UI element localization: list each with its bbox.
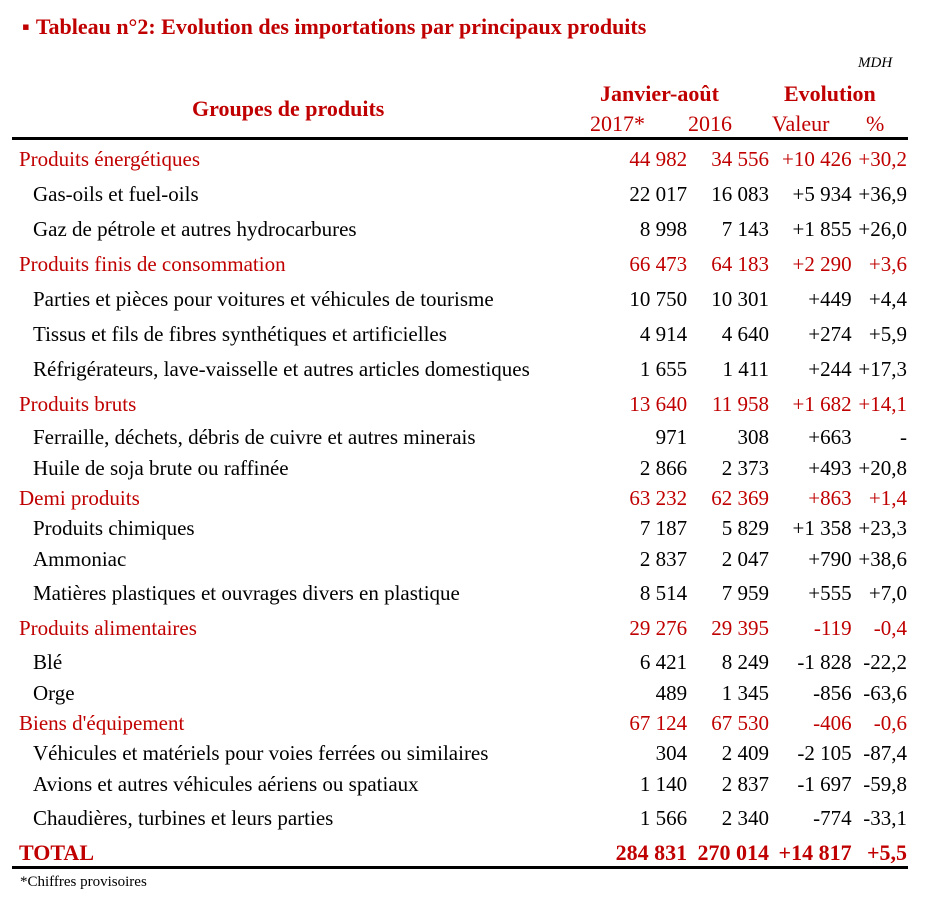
footer-divider	[12, 866, 908, 869]
cell-pct: +17,3	[858, 357, 907, 381]
cell-pct: -87,4	[863, 740, 907, 765]
evolution-header: Evolution	[784, 81, 876, 106]
product-row	[12, 352, 909, 387]
total-2016: 270 014	[697, 840, 769, 865]
cell-pct: -22,2	[863, 649, 907, 674]
cell-pct: -63,6	[863, 680, 907, 705]
cell-2016: 67 530	[711, 710, 769, 735]
cell-2017: 6 421	[639, 649, 688, 674]
cell-label: Gaz de pétrole et autres hydrocarbures	[33, 217, 357, 241]
cell-label: Blé	[33, 649, 63, 674]
product-row	[12, 177, 909, 212]
cell-pct: +7,0	[868, 581, 907, 605]
cell-label: Orge	[33, 680, 75, 705]
cell-pct: -0,4	[873, 616, 907, 640]
cell-2016: 10 301	[711, 287, 769, 311]
cell-label: Véhicules et matériels pour voies ferrées ou similaires	[33, 740, 489, 765]
cell-pct: -	[900, 425, 907, 449]
cell-2017: 1 655	[639, 357, 688, 381]
cell-2017: 66 473	[629, 252, 688, 276]
product-row	[12, 513, 909, 543]
cell-valeur: -119	[813, 616, 852, 640]
cell-valeur: +493	[808, 455, 852, 480]
cell-pct: +26,0	[858, 217, 907, 241]
cell-label: Parties et pièces pour voitures et véhicules de tourisme	[33, 287, 494, 311]
product-row	[12, 768, 909, 801]
total-label: TOTAL	[19, 840, 94, 865]
cell-valeur: -774	[813, 806, 852, 830]
cell-2016: 34 556	[711, 147, 769, 171]
cell-pct: +30,2	[858, 147, 907, 171]
cell-label: Produits chimiques	[33, 515, 195, 540]
cell-pct: +4,4	[868, 287, 907, 311]
product-row	[12, 646, 909, 678]
cell-valeur: +449	[808, 287, 852, 311]
cell-valeur: +555	[808, 581, 852, 605]
group-row	[12, 611, 909, 646]
cell-valeur: +1 855	[792, 217, 852, 241]
cell-2017: 10 750	[629, 287, 688, 311]
cell-pct: +3,6	[868, 252, 907, 276]
unit-label: MDH	[858, 55, 893, 71]
cell-valeur: +2 290	[792, 252, 852, 276]
cell-valeur: -406	[813, 710, 852, 735]
cell-2017: 2 866	[639, 455, 688, 480]
cell-pct: -59,8	[863, 772, 907, 796]
cell-2016: 64 183	[711, 252, 769, 276]
cell-label: Produits finis de consommation	[19, 252, 286, 276]
cell-pct: +20,8	[858, 455, 907, 480]
cell-pct: -0,6	[873, 710, 907, 735]
total-pct: +5,5	[866, 840, 907, 865]
cell-2016: 8 249	[721, 649, 769, 674]
cell-pct: +38,6	[858, 547, 907, 571]
cell-valeur: +274	[808, 322, 852, 346]
product-row	[12, 576, 909, 611]
cell-2016: 5 829	[721, 515, 769, 540]
cell-valeur: +790	[808, 547, 852, 571]
header-divider	[12, 137, 908, 140]
cell-valeur: +663	[808, 425, 852, 449]
cell-2016: 1 345	[721, 680, 769, 705]
cell-2016: 11 958	[711, 392, 769, 416]
cell-2016: 2 373	[721, 455, 769, 480]
cell-label: Ferraille, déchets, débris de cuivre et autres minerais	[33, 425, 476, 449]
cell-2017: 67 124	[629, 710, 688, 735]
cell-2016: 29 395	[711, 616, 769, 640]
cell-2016: 2 047	[721, 547, 769, 571]
product-row	[12, 543, 909, 576]
cell-valeur: +244	[808, 357, 852, 381]
col-pct-header: %	[866, 111, 885, 136]
col-valeur-header: Valeur	[772, 111, 830, 136]
cell-2016: 4 640	[721, 322, 769, 346]
total-valeur: +14 817	[778, 840, 852, 865]
cell-label: Gas-oils et fuel-oils	[33, 182, 199, 206]
cell-label: Matières plastiques et ouvrages divers en plastique	[33, 581, 460, 605]
cell-label: Demi produits	[19, 485, 140, 510]
cell-2017: 8 998	[639, 217, 688, 241]
group-row	[12, 708, 909, 738]
cell-label: Réfrigérateurs, lave-vaisselle et autres articles domestiques	[33, 357, 530, 381]
cell-pct: +1,4	[868, 485, 907, 510]
product-row	[12, 678, 909, 708]
bullet-icon: ▪	[22, 14, 30, 39]
title-text: Tableau n°2: Evolution des importations par principaux produits	[35, 14, 647, 39]
group-row	[12, 483, 909, 513]
cell-valeur: +5 934	[792, 182, 852, 206]
cell-2017: 8 514	[639, 581, 688, 605]
cell-label: Produits bruts	[19, 392, 137, 416]
cell-2016: 7 143	[721, 217, 769, 241]
cell-pct: +14,1	[858, 392, 907, 416]
table-title	[22, 14, 646, 40]
cell-valeur: +1 682	[792, 392, 852, 416]
cell-pct: +23,3	[858, 515, 907, 540]
cell-label: Huile de soja brute ou raffinée	[33, 455, 289, 480]
cell-pct: +36,9	[858, 182, 907, 206]
total-2017: 284 831	[615, 840, 688, 865]
cell-valeur: +1 358	[792, 515, 852, 540]
col-2017-header: 2017*	[590, 111, 645, 136]
cell-2017: 4 914	[639, 322, 688, 346]
cell-label: Ammoniac	[33, 547, 127, 571]
cell-2017: 13 640	[629, 392, 688, 416]
cell-2016: 2 409	[721, 740, 769, 765]
cell-2017: 489	[655, 680, 688, 705]
cell-2017: 971	[655, 425, 688, 449]
cell-label: Produits énergétiques	[19, 147, 201, 171]
footnote: *Chiffres provisoires	[20, 874, 147, 890]
cell-label: Produits alimentaires	[19, 616, 197, 640]
cell-label: Avions et autres véhicules aériens ou spatiaux	[33, 772, 419, 796]
group-row	[12, 247, 909, 282]
cell-2016: 7 959	[721, 581, 769, 605]
cell-2016: 308	[737, 425, 769, 449]
cell-2016: 2 837	[721, 772, 769, 796]
cell-valeur: -1 697	[797, 772, 852, 796]
cell-2017: 1 566	[639, 806, 688, 830]
cell-valeur: -2 105	[797, 740, 852, 765]
product-row	[12, 453, 909, 483]
cell-pct: +5,9	[868, 322, 907, 346]
cell-2017: 63 232	[629, 485, 688, 510]
cell-label: Tissus et fils de fibres synthétiques et artificielles	[33, 322, 447, 346]
cell-valeur: -1 828	[797, 649, 852, 674]
cell-2017: 2 837	[639, 547, 688, 571]
cell-2016: 1 411	[722, 357, 769, 381]
cell-2016: 2 340	[721, 806, 769, 830]
cell-label: Chaudières, turbines et leurs parties	[33, 806, 334, 830]
total-row	[12, 836, 909, 870]
product-row	[12, 317, 909, 352]
cell-2017: 22 017	[629, 182, 688, 206]
cell-pct: -33,1	[863, 806, 907, 830]
cell-2016: 62 369	[711, 485, 769, 510]
col-2016-header: 2016	[688, 111, 732, 136]
cell-2016: 16 083	[711, 182, 769, 206]
product-row	[12, 282, 909, 317]
cell-2017: 1 140	[639, 772, 688, 796]
group-row	[12, 142, 909, 177]
product-row	[12, 422, 909, 453]
groups-header: Groupes de produits	[192, 96, 385, 121]
cell-label: Biens d'équipement	[19, 710, 185, 735]
cell-2017: 304	[655, 740, 688, 765]
cell-valeur: +10 426	[782, 147, 852, 171]
group-row	[12, 387, 909, 422]
product-row	[12, 801, 909, 836]
cell-valeur: -856	[813, 680, 852, 705]
cell-2017: 7 187	[639, 515, 688, 540]
product-row	[12, 212, 909, 247]
table-body	[12, 142, 909, 836]
cell-2017: 44 982	[629, 147, 688, 171]
cell-valeur: +863	[808, 485, 852, 510]
product-row	[12, 738, 909, 768]
period-header: Janvier-août	[600, 81, 719, 106]
cell-2017: 29 276	[629, 616, 688, 640]
imports-table	[12, 142, 909, 870]
